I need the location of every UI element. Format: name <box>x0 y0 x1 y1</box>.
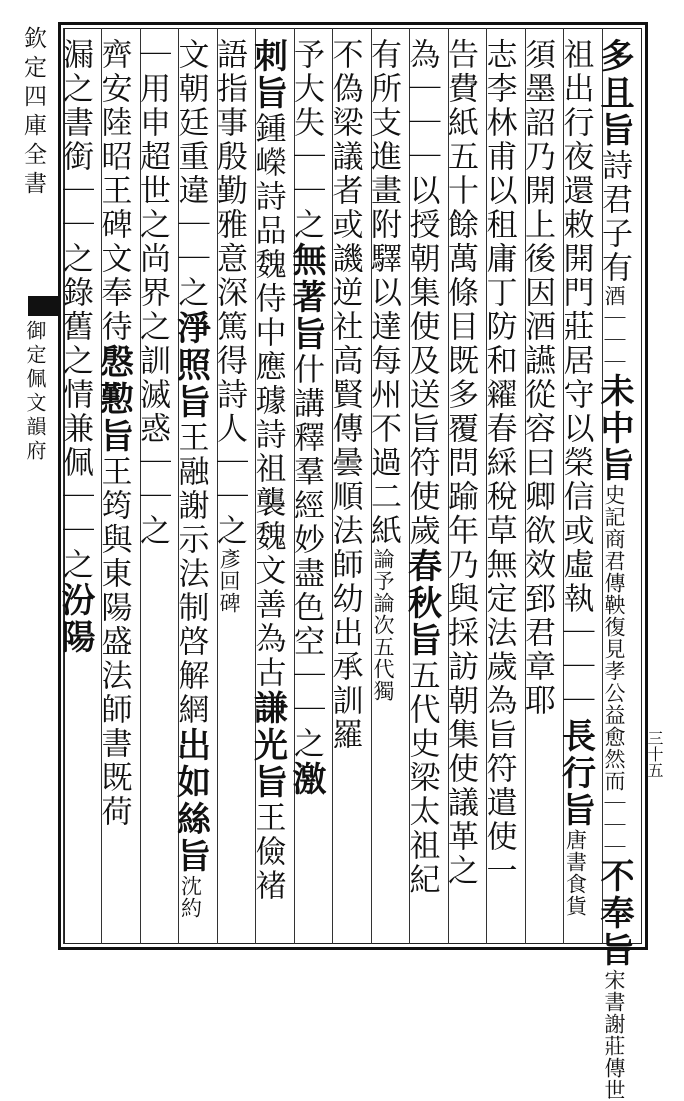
headword: 刺旨 <box>247 38 288 112</box>
text-segment: 文朝廷重違｜｜之 <box>172 38 209 310</box>
text-column <box>401 38 448 938</box>
margin-book-title: 欽定四庫全書 <box>20 26 46 200</box>
text-segment: 予大失｜｜之 <box>288 38 324 242</box>
headword: 出如絲旨 <box>170 727 211 875</box>
text-segment: 為｜｜｜以授朝集使及送旨符使歲 <box>403 38 440 548</box>
text-segment: 宋書謝莊傳世 <box>602 969 626 1101</box>
text-column <box>211 38 256 938</box>
text-segment: 論予論次五代獨 <box>371 548 395 702</box>
text-segment: 沈約 <box>178 875 203 919</box>
text-column <box>286 38 333 938</box>
text-segment: 齊安陸昭王碑文奉待 <box>95 38 132 344</box>
headword: 汾陽 <box>55 582 95 656</box>
text-segment: 逆社高賢傳曇順法師幼出承訓羅 <box>326 276 363 752</box>
headword: 春秋旨 <box>401 548 442 659</box>
text-segment: 酒｜｜｜ <box>602 285 626 373</box>
text-segment: 什講釋羣經妙盡色空｜｜之 <box>288 353 324 761</box>
text-segment: 史記商君傳鞅復見孝公益愈然而｜｜｜ <box>602 484 626 858</box>
text-segment: 唐書食貨 <box>563 829 588 917</box>
headword: 長行旨 <box>555 718 596 829</box>
text-segment: 彥回碑 <box>217 548 241 614</box>
text-column <box>442 38 487 938</box>
text-segment: 語指事殷勤雅意深篤得詩人｜｜之 <box>211 38 247 548</box>
headword: 未中旨 <box>594 373 634 484</box>
text-segment: 五代史梁太祖紀 <box>403 659 440 897</box>
text-segment: 有所支進畫附驛以達每州不過二紙 <box>365 38 401 548</box>
text-column <box>594 38 641 1101</box>
text-segment: 鍾嶸詩品魏侍中應璩詩祖襲魏文善為古 <box>249 112 286 690</box>
text-column <box>170 38 217 938</box>
headword: 慇懃旨 <box>93 344 134 455</box>
text-segment: 王融謝示法制啓解網 <box>172 421 209 727</box>
text-column <box>480 38 525 938</box>
headword: 激 <box>286 761 326 798</box>
headword: 淨照旨 <box>170 310 211 421</box>
headword: 多且旨 <box>594 38 634 149</box>
text-segment: 王筠與東陽盛法師書既荷 <box>95 455 132 829</box>
text-column <box>365 38 410 938</box>
text-segment: 詩君子有 <box>596 149 632 285</box>
text-segment: 漏之書銜｜｜之 <box>57 38 93 276</box>
text-column <box>326 38 371 938</box>
text-segment: 志李林甫以租庸丁防和糴春綵稅草無定法歲為旨符遣使一 <box>480 38 517 888</box>
headword: 不奉旨 <box>594 858 634 969</box>
text-segment: 告費紙五十餘萬條目既多覆問踰年乃與採訪朝集使議革之 <box>442 38 478 888</box>
text-segment: 祖出行夜還敕開門莊居守以榮信或虛執｜｜｜ <box>557 38 594 718</box>
text-segment: 界之訓滅惑｜｜之 <box>134 276 170 548</box>
text-column <box>93 38 140 938</box>
headword: 謙光旨 <box>247 690 288 801</box>
margin-volume-label: 御定佩文韻府 <box>23 320 47 464</box>
text-column <box>555 38 602 938</box>
text-segment: 錄舊之情兼佩｜｜之 <box>57 276 93 582</box>
text-segment: 王儉褚 <box>249 801 286 903</box>
text-column <box>55 38 102 938</box>
text-column <box>247 38 294 938</box>
text-segment: 須墨詔乃開上後因酒讌從容曰卿欲效郅君章耶 <box>519 38 555 718</box>
headword: 無著旨 <box>286 242 326 353</box>
text-column <box>134 38 179 938</box>
text-segment: 不偽梁議者或譏 <box>326 38 363 276</box>
text-column <box>519 38 564 938</box>
text-segment: ｜用申超世之尚 <box>134 38 170 276</box>
page-number: 三十五 <box>645 730 664 778</box>
